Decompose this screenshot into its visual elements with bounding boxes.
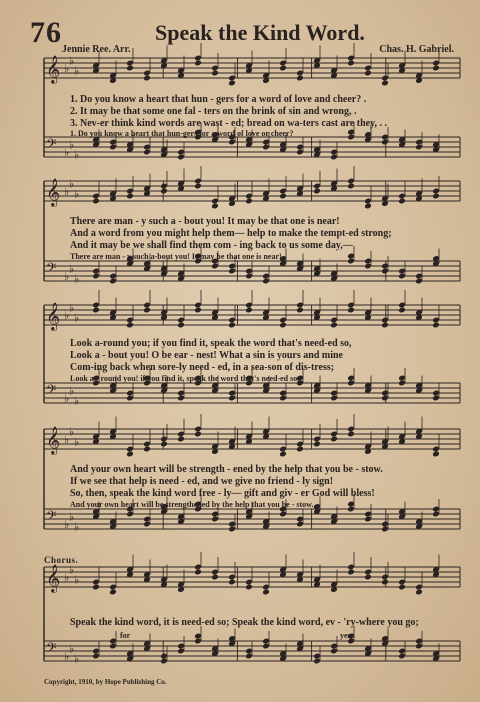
verse-3-line-2: And it may be we shall find them com - ing back to us some day,— [70, 240, 353, 251]
note-head [143, 446, 151, 453]
flat-icon: ♭ [69, 425, 75, 439]
flat-icon: ♭ [74, 187, 80, 201]
note-head [296, 307, 304, 314]
flat-icon: ♭ [64, 309, 70, 322]
note-head [364, 574, 372, 581]
note-head [313, 188, 321, 195]
chorus-bass-for: for [120, 631, 131, 640]
note-head [109, 589, 117, 596]
flat-icon: ♭ [74, 148, 80, 162]
note-head [432, 65, 440, 72]
note-head [347, 569, 355, 576]
bass-clef-icon: 𝄢 [46, 382, 57, 401]
flat-icon: ♭ [74, 573, 80, 587]
flat-icon: ♭ [74, 394, 80, 408]
note-head [126, 65, 134, 72]
flat-icon: ♭ [69, 262, 75, 276]
note-head [194, 183, 202, 190]
note-head [364, 70, 372, 77]
verse-2-line-3: Look a - bout you! O be ear - nest! What a sin is yours and mine [70, 350, 343, 361]
note-head [194, 307, 202, 314]
note-head [279, 193, 287, 200]
flat-icon: ♭ [74, 64, 80, 78]
flat-icon: ♭ [69, 54, 75, 68]
flat-icon: ♭ [64, 185, 70, 198]
flat-icon: ♭ [69, 563, 75, 577]
note-head [432, 451, 440, 458]
note-head [330, 322, 338, 329]
bass-clef-icon: 𝄢 [46, 508, 57, 527]
note-head [262, 589, 270, 596]
note-head [296, 75, 304, 82]
note-head [279, 451, 287, 458]
flat-icon: ♭ [69, 642, 75, 656]
verse-3-line-4: So, then, speak the kind word free - ly— gift and giv - er God will bless! [70, 488, 375, 499]
note-head [177, 322, 185, 329]
flat-icon: ♭ [64, 433, 70, 446]
flat-icon: ♭ [64, 62, 70, 75]
verse-3-line-1: 3. Nev-er think kind words are wast - ed; bread on wa-ters cast are they, . . [70, 118, 388, 129]
chorus-line-1: Speak the kind word, it is need-ed so; Speak the kind word, ev - 'ry-where you go; [70, 617, 419, 628]
note-head [194, 569, 202, 576]
note-head [177, 436, 185, 443]
note-head [143, 307, 151, 314]
chorus-bass-yes: yes, [340, 631, 353, 640]
flat-icon: ♭ [64, 650, 70, 663]
note-head [432, 322, 440, 329]
hymn-number: 76 [30, 16, 62, 49]
flat-icon: ♭ [69, 510, 75, 524]
note-head [126, 322, 134, 329]
flat-icon: ♭ [74, 311, 80, 325]
bass-words-4: And your own heart will be strengthened by the help that you be - stow. [70, 500, 314, 509]
note-head [279, 322, 287, 329]
note-head [160, 441, 168, 448]
bass-clef-icon: 𝄢 [46, 260, 57, 279]
note-head [381, 579, 389, 586]
note-head [347, 431, 355, 438]
flat-icon: ♭ [64, 270, 70, 283]
treble-clef-icon: 𝄞 [46, 426, 61, 454]
note-head [313, 441, 321, 448]
note-head [92, 307, 100, 314]
bass-words-1: 1. Do you know a heart that hun-gers for a word of love or cheer? [70, 129, 294, 138]
bass-clef-icon: 𝄢 [46, 640, 57, 659]
note-head [211, 70, 219, 77]
note-head [279, 65, 287, 72]
flat-icon: ♭ [69, 138, 75, 152]
note-head [347, 307, 355, 314]
note-head [296, 446, 304, 453]
note-head [347, 60, 355, 67]
verse-1-line-3: Look a-round you; if you find it, speak the word that's need-ed so, [70, 338, 352, 349]
verse-2-line-4: If we see that help is need - ed, and we give no friend - ly sign! [70, 476, 334, 487]
note-head [143, 75, 151, 82]
flat-icon: ♭ [69, 177, 75, 191]
text-credit: Jennie Ree. Arr. [62, 44, 131, 55]
note-head [398, 584, 406, 591]
note-head [194, 431, 202, 438]
note-head [92, 198, 100, 205]
note-head [381, 80, 389, 87]
treble-clef-icon: 𝄞 [46, 55, 61, 83]
chorus-label: Chorus. [44, 555, 79, 565]
note-head [126, 193, 134, 200]
bass-clef-icon: 𝄢 [46, 136, 57, 155]
note-head [364, 203, 372, 210]
treble-clef-icon: 𝄞 [46, 564, 61, 592]
note-head [228, 80, 236, 87]
flat-icon: ♭ [74, 652, 80, 666]
verse-3-line-3: Com-ing back when sore-ly need - ed, in a sea-son of dis-tress; [70, 362, 335, 373]
verse-2-line-2: And a word from you might help them— help to make the tempt-ed strong; [70, 228, 392, 239]
verse-1-line-2: There are man - y such a - bout you! It may be that one is near! [70, 216, 340, 227]
note-head [228, 322, 236, 329]
verse-1-line-4: And your own heart will be strength - ened by the help that you be - stow. [70, 464, 383, 475]
note-head [160, 188, 168, 195]
flat-icon: ♭ [74, 272, 80, 286]
flat-icon: ♭ [74, 520, 80, 534]
note-head [415, 589, 423, 596]
verse-2-line-1: 2. It may be that some one fal - ters on the brink of sin and wrong, . [70, 106, 357, 117]
flat-icon: ♭ [64, 571, 70, 584]
music-credit: Chas. H. Gabriel. [379, 44, 454, 55]
note-head [245, 198, 253, 205]
note-head [194, 60, 202, 67]
treble-clef-icon: 𝄞 [46, 178, 61, 206]
note-head [228, 579, 236, 586]
bass-words-3: Look a - round you! if you find it, speak the word that's need-ed so, [70, 374, 300, 383]
note-head [381, 322, 389, 329]
flat-icon: ♭ [69, 384, 75, 398]
treble-clef-icon: 𝄞 [46, 302, 61, 330]
flat-icon: ♭ [64, 392, 70, 405]
note-head [92, 584, 100, 591]
note-head [330, 436, 338, 443]
note-head [398, 198, 406, 205]
flat-icon: ♭ [69, 301, 75, 315]
flat-icon: ♭ [64, 146, 70, 159]
note-head [347, 183, 355, 190]
note-head [245, 307, 253, 314]
note-head [432, 193, 440, 200]
note-head [211, 203, 219, 210]
note-head [126, 451, 134, 458]
hymn-title: Speak the Kind Word. [155, 20, 365, 45]
note-head [245, 584, 253, 591]
flat-icon: ♭ [74, 435, 80, 449]
note-head [398, 307, 406, 314]
flat-icon: ♭ [64, 518, 70, 531]
verse-1-line-1: 1. Do you know a heart that hun - gers for a word of love and cheer? . [70, 94, 367, 105]
copyright-notice: Copyright, 1910, by Hope Publishing Co. [44, 678, 167, 686]
bass-words-2: There are man - y such a-bout you! It may be that one is near! [70, 252, 282, 261]
note-head [211, 574, 219, 581]
